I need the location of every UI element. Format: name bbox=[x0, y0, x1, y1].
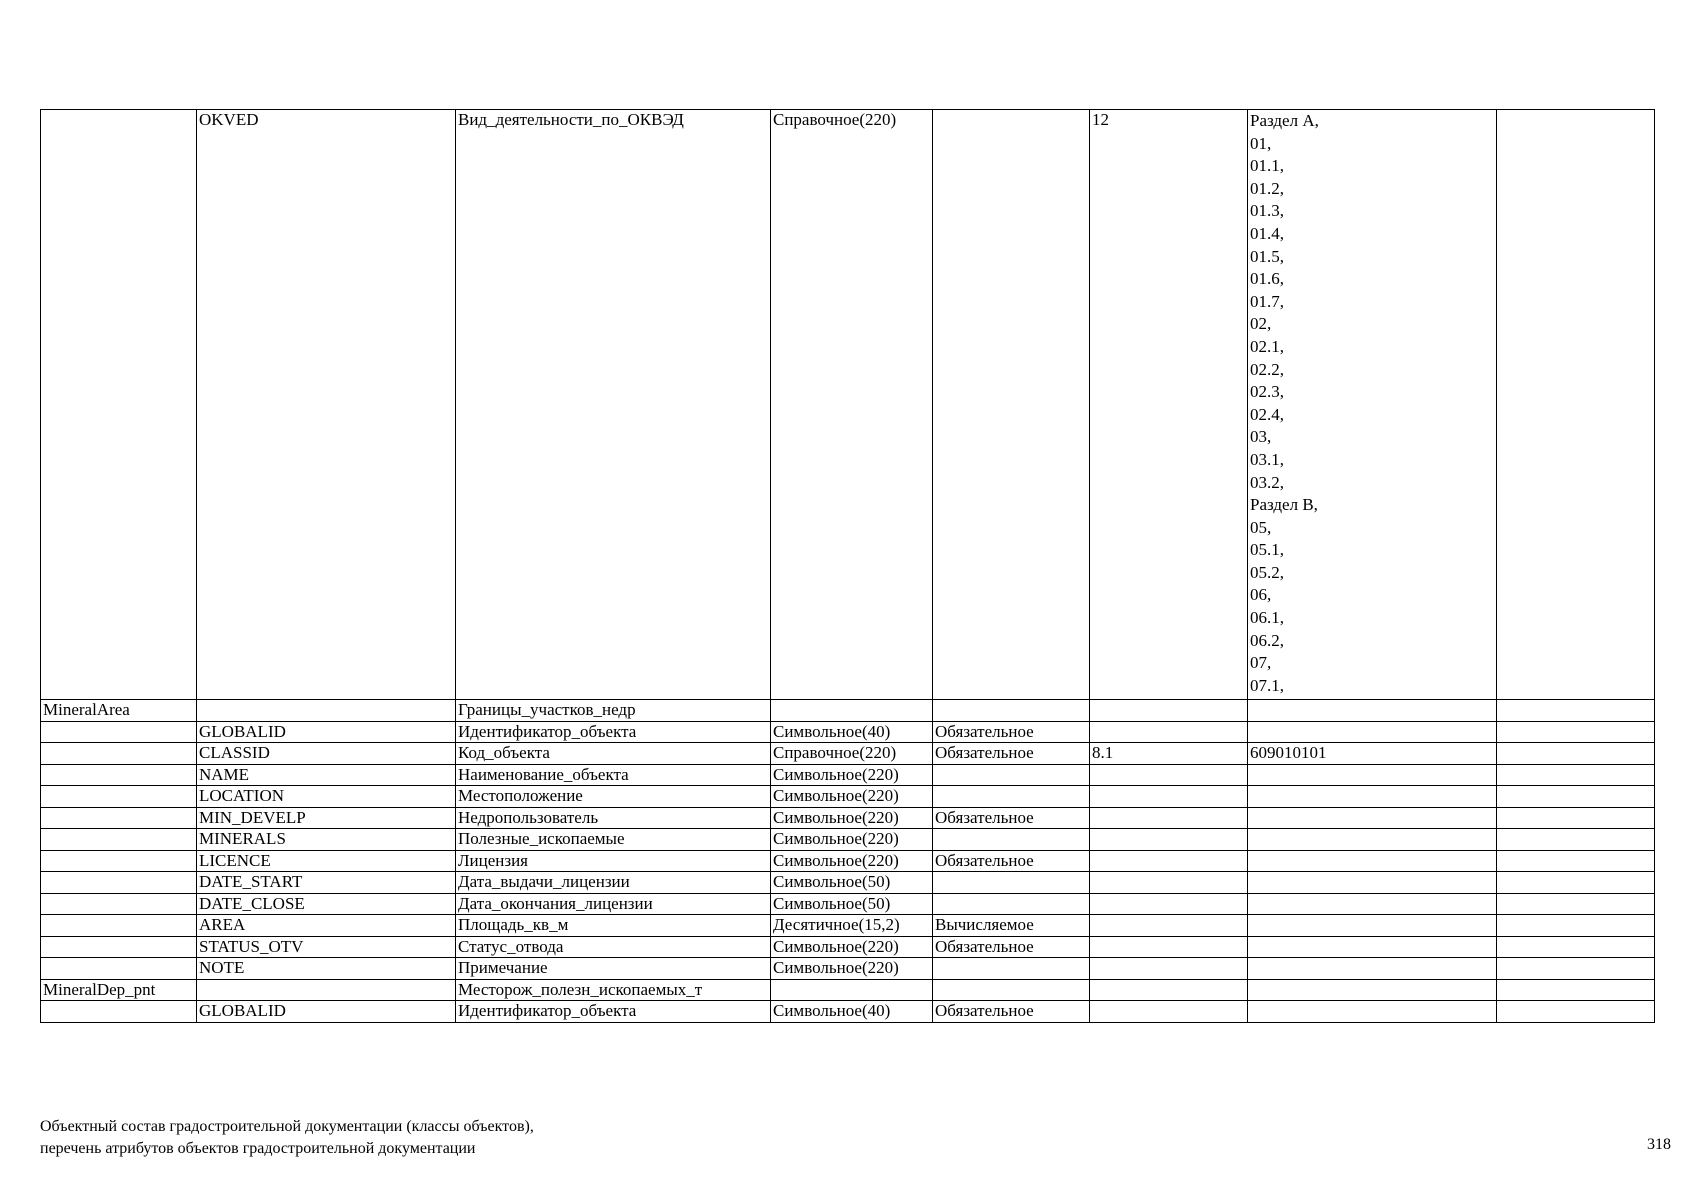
classifier-ref-cell bbox=[1090, 850, 1248, 872]
notes-cell bbox=[1497, 872, 1655, 894]
class-cell bbox=[41, 958, 197, 980]
class-cell bbox=[41, 110, 197, 700]
table-row bbox=[41, 700, 1655, 722]
notes-cell bbox=[1497, 829, 1655, 851]
values-list-item: 05.1, bbox=[1250, 540, 1284, 560]
values-list-item: 01.5, bbox=[1250, 246, 1284, 266]
classifier-ref-cell bbox=[1090, 829, 1248, 851]
values-list-item: Раздел A, bbox=[1250, 111, 1319, 130]
table-row bbox=[41, 1001, 1655, 1023]
attribute-name-cell: Вид_деятельности_по_ОКВЭД bbox=[456, 110, 771, 700]
classifier-ref-cell bbox=[1090, 872, 1248, 894]
notes-cell bbox=[1497, 936, 1655, 958]
class-cell bbox=[41, 786, 197, 808]
values-list-item: 07.1, bbox=[1250, 675, 1284, 695]
values-list-item: 01.1, bbox=[1250, 156, 1284, 176]
values-list-item: 03.1, bbox=[1250, 449, 1284, 469]
data-type-cell: Символьное(50) bbox=[771, 872, 933, 894]
values-list-item: 06.2, bbox=[1250, 630, 1284, 650]
requirement-cell: Обязательное bbox=[933, 1001, 1090, 1023]
attribute-code-cell: STATUS_OTV bbox=[197, 936, 456, 958]
values-cell bbox=[1248, 700, 1497, 722]
table-row bbox=[41, 786, 1655, 808]
values-list-item: 01.6, bbox=[1250, 269, 1284, 289]
attribute-code-cell: CLASSID bbox=[197, 743, 456, 765]
classifier-ref-cell bbox=[1090, 721, 1248, 743]
notes-cell bbox=[1497, 786, 1655, 808]
class-cell bbox=[41, 829, 197, 851]
table-row bbox=[41, 915, 1655, 937]
table-row-okved bbox=[41, 110, 1655, 700]
data-type-cell: Символьное(220) bbox=[771, 850, 933, 872]
attribute-code-cell: GLOBALID bbox=[197, 1001, 456, 1023]
values-list-item: 01.7, bbox=[1250, 291, 1284, 311]
data-type-cell: Символьное(220) bbox=[771, 786, 933, 808]
values-list-item: 03.2, bbox=[1250, 472, 1284, 492]
values-list-item: 03, bbox=[1250, 427, 1272, 447]
values-cell bbox=[1248, 721, 1497, 743]
class-cell bbox=[41, 872, 197, 894]
attribute-name-cell: Идентификатор_объекта bbox=[456, 1001, 771, 1023]
table-row bbox=[41, 829, 1655, 851]
data-type-cell bbox=[771, 700, 933, 722]
attribute-code-cell: MINERALS bbox=[197, 829, 456, 851]
attribute-code-cell: DATE_CLOSE bbox=[197, 893, 456, 915]
class-cell bbox=[41, 936, 197, 958]
data-type-cell: Символьное(220) bbox=[771, 764, 933, 786]
classifier-ref-cell bbox=[1090, 936, 1248, 958]
attribute-code-cell: GLOBALID bbox=[197, 721, 456, 743]
values-cell bbox=[1248, 807, 1497, 829]
values-list-item: 05, bbox=[1250, 517, 1272, 537]
data-type-cell: Символьное(50) bbox=[771, 893, 933, 915]
values-cell bbox=[1248, 872, 1497, 894]
class-cell bbox=[41, 893, 197, 915]
class-cell bbox=[41, 807, 197, 829]
data-type-cell bbox=[771, 979, 933, 1001]
attribute-code-cell bbox=[197, 979, 456, 1001]
table-body bbox=[41, 110, 1655, 1023]
requirement-cell bbox=[933, 829, 1090, 851]
values-list-item: 02.3, bbox=[1250, 382, 1284, 402]
notes-cell bbox=[1497, 764, 1655, 786]
table-row bbox=[41, 893, 1655, 915]
data-type-cell: Символьное(220) bbox=[771, 829, 933, 851]
class-cell bbox=[41, 915, 197, 937]
classifier-ref-cell bbox=[1090, 700, 1248, 722]
attribute-name-cell: Примечание bbox=[456, 958, 771, 980]
notes-cell bbox=[1497, 893, 1655, 915]
class-cell: MineralDep_pnt bbox=[41, 979, 197, 1001]
requirement-cell bbox=[933, 872, 1090, 894]
values-cell bbox=[1248, 936, 1497, 958]
data-type-cell: Справочное(220) bbox=[771, 743, 933, 765]
page-footer bbox=[40, 1116, 534, 1160]
values-cell: 609010101 bbox=[1248, 743, 1497, 765]
classifier-ref-cell bbox=[1090, 958, 1248, 980]
notes-cell bbox=[1497, 700, 1655, 722]
classifier-ref-cell: 12 bbox=[1090, 110, 1248, 700]
values-list-item: 01.4, bbox=[1250, 223, 1284, 243]
requirement-cell: Обязательное bbox=[933, 743, 1090, 765]
attribute-name-cell: Площадь_кв_м bbox=[456, 915, 771, 937]
table-row bbox=[41, 764, 1655, 786]
data-type-cell: Справочное(220) bbox=[771, 110, 933, 700]
attribute-name-cell: Границы_участков_недр bbox=[456, 700, 771, 722]
class-cell bbox=[41, 1001, 197, 1023]
notes-cell bbox=[1497, 958, 1655, 980]
requirement-cell bbox=[933, 786, 1090, 808]
values-list-item: 05.2, bbox=[1250, 562, 1284, 582]
data-type-cell: Десятичное(15,2) bbox=[771, 915, 933, 937]
values-cell bbox=[1248, 1001, 1497, 1023]
values-cell bbox=[1248, 893, 1497, 915]
values-cell bbox=[1248, 915, 1497, 937]
values-list-item: 07, bbox=[1250, 653, 1272, 673]
attribute-name-cell: Полезные_ископаемые bbox=[456, 829, 771, 851]
data-type-cell: Символьное(40) bbox=[771, 1001, 933, 1023]
values-list-item: 02.2, bbox=[1250, 359, 1284, 379]
values-list-item: 01, bbox=[1250, 133, 1272, 153]
footer-line-2: перечень атрибутов объектов градостроительной документации bbox=[40, 1140, 476, 1157]
classifier-ref-cell bbox=[1090, 786, 1248, 808]
attribute-code-cell: NAME bbox=[197, 764, 456, 786]
table-row bbox=[41, 743, 1655, 765]
notes-cell bbox=[1497, 807, 1655, 829]
class-cell bbox=[41, 743, 197, 765]
table-row bbox=[41, 872, 1655, 894]
data-type-cell: Символьное(40) bbox=[771, 721, 933, 743]
attribute-name-cell: Дата_выдачи_лицензии bbox=[456, 872, 771, 894]
attribute-name-cell: Код_объекта bbox=[456, 743, 771, 765]
requirement-cell: Обязательное bbox=[933, 850, 1090, 872]
notes-cell bbox=[1497, 979, 1655, 1001]
class-cell: MineralArea bbox=[41, 700, 197, 722]
values-cell bbox=[1248, 850, 1497, 872]
class-cell bbox=[41, 850, 197, 872]
attribute-name-cell: Местоположение bbox=[456, 786, 771, 808]
notes-cell bbox=[1497, 721, 1655, 743]
attribute-name-cell: Дата_окончания_лицензии bbox=[456, 893, 771, 915]
classifier-ref-cell bbox=[1090, 915, 1248, 937]
data-type-cell: Символьное(220) bbox=[771, 936, 933, 958]
attribute-code-cell: MIN_DEVELP bbox=[197, 807, 456, 829]
data-type-cell: Символьное(220) bbox=[771, 958, 933, 980]
notes-cell bbox=[1497, 743, 1655, 765]
attribute-code-cell bbox=[197, 700, 456, 722]
values-list-cell bbox=[1248, 110, 1497, 700]
notes-cell bbox=[1497, 915, 1655, 937]
requirement-cell bbox=[933, 700, 1090, 722]
values-list-item: 01.2, bbox=[1250, 178, 1284, 198]
class-cell bbox=[41, 721, 197, 743]
table-row bbox=[41, 958, 1655, 980]
table-row bbox=[41, 807, 1655, 829]
notes-cell bbox=[1497, 850, 1655, 872]
requirement-cell: Обязательное bbox=[933, 721, 1090, 743]
classifier-ref-cell bbox=[1090, 764, 1248, 786]
attribute-name-cell: Наименование_объекта bbox=[456, 764, 771, 786]
table-row bbox=[41, 979, 1655, 1001]
table-row bbox=[41, 721, 1655, 743]
requirement-cell bbox=[933, 764, 1090, 786]
classifier-ref-cell bbox=[1090, 979, 1248, 1001]
values-list-item: Раздел B, bbox=[1250, 495, 1318, 515]
table-row bbox=[41, 936, 1655, 958]
attributes-table bbox=[40, 109, 1655, 1023]
class-cell bbox=[41, 764, 197, 786]
attribute-name-cell: Лицензия bbox=[456, 850, 771, 872]
attribute-code-cell: NOTE bbox=[197, 958, 456, 980]
requirement-cell bbox=[933, 979, 1090, 1001]
attribute-name-cell: Статус_отвода bbox=[456, 936, 771, 958]
attribute-name-cell: Недропользователь bbox=[456, 807, 771, 829]
attribute-code-cell: AREA bbox=[197, 915, 456, 937]
values-cell bbox=[1248, 786, 1497, 808]
table-row bbox=[41, 850, 1655, 872]
values-cell bbox=[1248, 958, 1497, 980]
requirement-cell bbox=[933, 893, 1090, 915]
page-number: 318 bbox=[1647, 1136, 1671, 1153]
notes-cell bbox=[1497, 1001, 1655, 1023]
classifier-ref-cell bbox=[1090, 893, 1248, 915]
values-list-item: 06.1, bbox=[1250, 608, 1284, 628]
requirement-cell: Обязательное bbox=[933, 936, 1090, 958]
attribute-code-cell: DATE_START bbox=[197, 872, 456, 894]
values-cell bbox=[1248, 829, 1497, 851]
values-list-item: 02.4, bbox=[1250, 404, 1284, 424]
values-cell bbox=[1248, 979, 1497, 1001]
attribute-name-cell: Месторож_полезн_ископаемых_т bbox=[456, 979, 771, 1001]
classifier-ref-cell: 8.1 bbox=[1090, 743, 1248, 765]
attribute-name-cell: Идентификатор_объекта bbox=[456, 721, 771, 743]
notes-cell bbox=[1497, 110, 1655, 700]
data-type-cell: Символьное(220) bbox=[771, 807, 933, 829]
values-list-item: 02, bbox=[1250, 314, 1272, 334]
requirement-cell bbox=[933, 958, 1090, 980]
attribute-code-cell: LOCATION bbox=[197, 786, 456, 808]
values-list-item: 02.1, bbox=[1250, 336, 1284, 356]
attribute-code-cell: LICENCE bbox=[197, 850, 456, 872]
requirement-cell: Обязательное bbox=[933, 807, 1090, 829]
requirement-cell bbox=[933, 110, 1090, 700]
values-list-item: 06, bbox=[1250, 585, 1272, 605]
requirement-cell: Вычисляемое bbox=[933, 915, 1090, 937]
values-cell bbox=[1248, 764, 1497, 786]
classifier-ref-cell bbox=[1090, 807, 1248, 829]
classifier-ref-cell bbox=[1090, 1001, 1248, 1023]
values-list-item: 01.3, bbox=[1250, 201, 1284, 221]
attribute-code-cell: OKVED bbox=[197, 110, 456, 700]
footer-line-1: Объектный состав градостроительной документации (классы объектов), bbox=[40, 1118, 534, 1135]
